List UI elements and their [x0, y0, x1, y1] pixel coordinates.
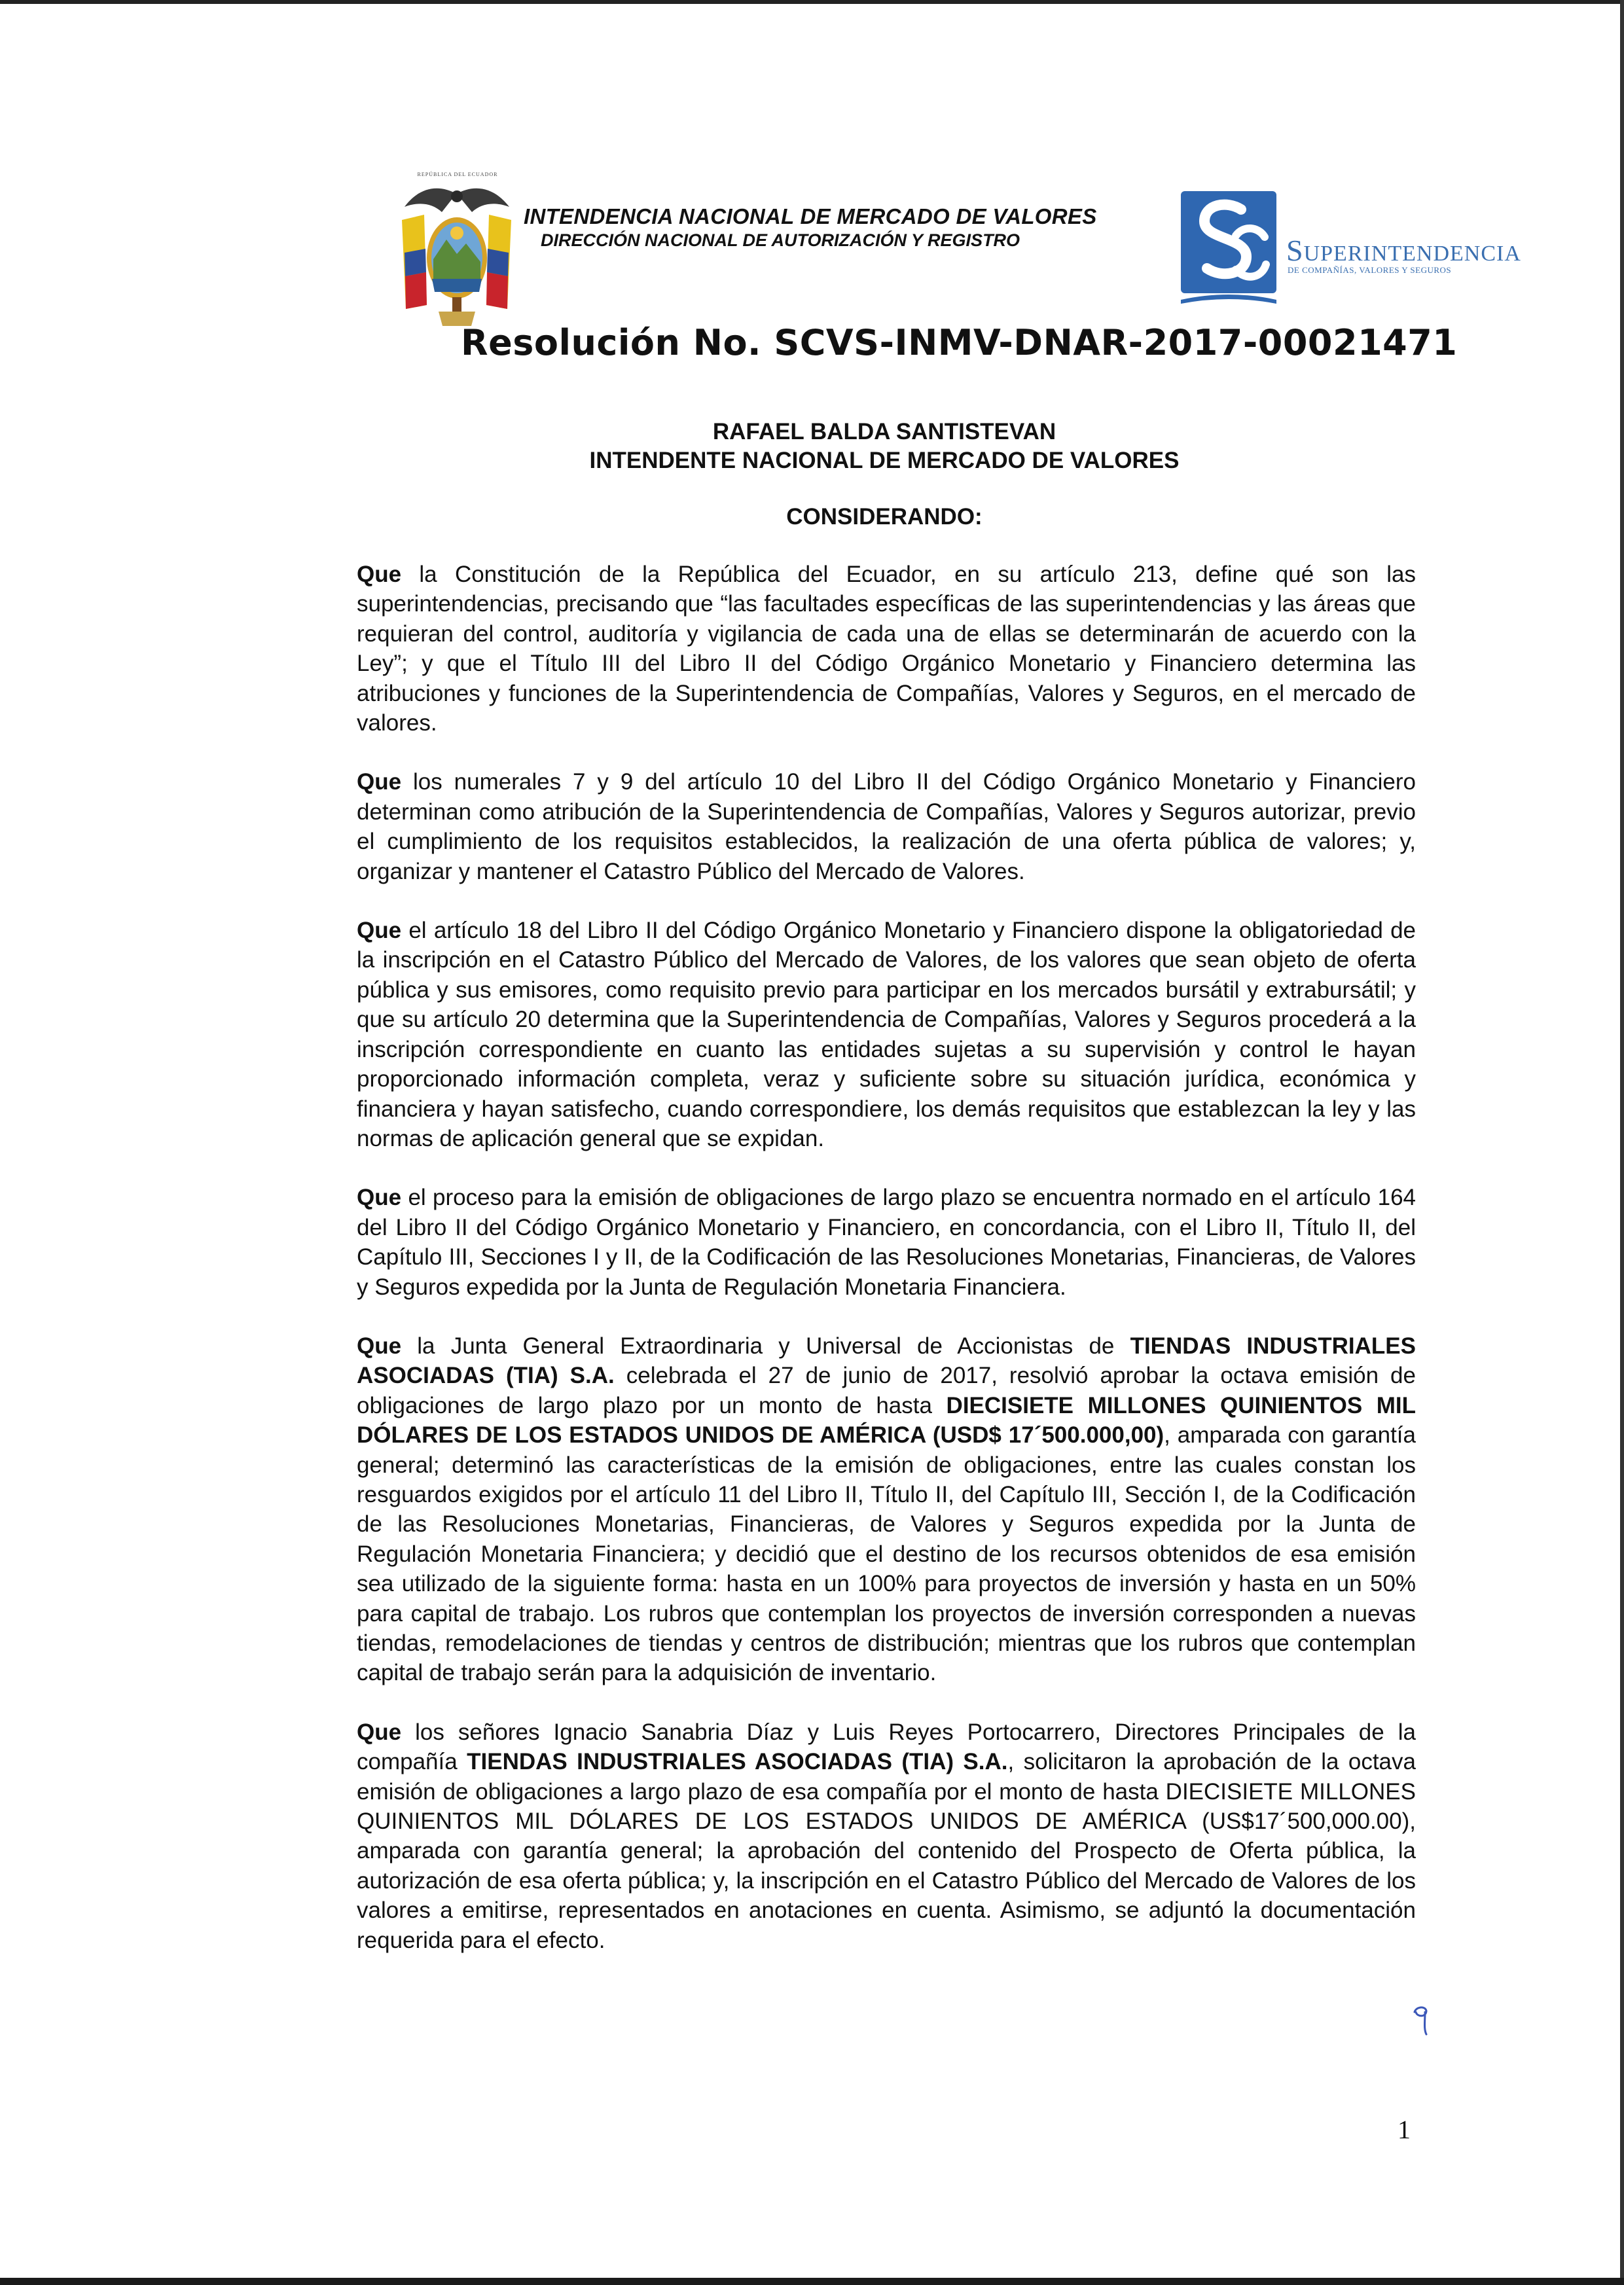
- bold-text: Que: [357, 769, 402, 795]
- scan-edge-top: [0, 0, 1624, 4]
- bold-text: Que: [357, 1185, 402, 1211]
- signatory-name: RAFAEL BALDA SANTISTEVAN: [712, 419, 1056, 444]
- considerando-paragraphs: [357, 560, 1416, 1985]
- paragraph: [357, 1331, 1416, 1688]
- scan-edge-bottom: [0, 2278, 1624, 2285]
- bold-text: Que: [357, 562, 402, 587]
- bold-text: TIENDAS INDUSTRIALES ASOCIADAS (TIA) S.A.: [357, 1333, 1416, 1389]
- logo-name-rest: UPERINTENDENCIA: [1303, 242, 1521, 266]
- text-run: , amparada con garantía general; determinó las características de la emisión de obligaciones, entre las cuales constan los resguardos exigidos por el artículo 11 del Libro II, Título II, del Capítulo III, Sección I, de la Codificación de las Resoluciones Monetarias, Financieras, de Valores y Seguros expedida por la Junta de Regulación Monetaria Financiera; y decidió que el destino de los recursos obtenidos de esa emisión sea utilizado de la siguiente forma: hasta en un 100% para proyectos de inversión y hasta en un 50% para capital de trabajo. Los rubros que contemplan los proyectos de inversión corresponden a nuevas tiendas, remodelaciones de tiendas y centros de distribución; mientras que los rubros que contemplan capital de trabajo serán para la adquisición de inventario.: [357, 1422, 1416, 1686]
- paragraph: [357, 1183, 1416, 1302]
- section-heading: CONSIDERANDO:: [786, 504, 983, 530]
- bold-text: Que: [357, 918, 402, 944]
- paragraph: [357, 767, 1416, 886]
- crest-caption: REPÚBLICA DEL ECUADOR: [417, 171, 498, 177]
- text-run: el proceso para la emisión de obligaciones de largo plazo se encuentra normado en el artículo 164 del Libro II del Código Orgánico Monetario y Financiero, en concordancia, con el Libro II, Título II, del Capítulo III, Secciones I y II, de la Codificación de las Resoluciones Monetarias, Financieras, de Valores y Seguros expedida por la Junta de Regulación Monetaria Financiera.: [357, 1185, 1416, 1300]
- sc-logo-icon: [1181, 191, 1276, 308]
- text-run: celebrada el 27 de junio de 2017, resolvió aprobar la octava emisión de obligaciones de largo plazo por un monto de hasta: [357, 1363, 1416, 1418]
- bold-text: Que: [357, 1333, 402, 1359]
- header-subtitle: DIRECCIÓN NACIONAL DE AUTORIZACIÓN Y REGISTRO: [541, 230, 1020, 250]
- text-run: , solicitaron la aprobación de la octava emisión de obligaciones a largo plazo de esa compañía por el monto de hasta DIECISIETE MILLONES QUINIENTOS MIL DÓLARES DE LOS ESTADOS UNIDOS DE AMÉRICA (US$17´500,000.00), amparada con garantía general; la aprobación del contenido del Prospecto de Oferta pública, la autorización de esa oferta pública; y, la inscripción en el Catastro Público del Mercado de Valores de los valores a emitirse, representados en anotaciones en cuenta. Asimismo, se adjuntó la documentación requerida para el efecto.: [357, 1749, 1416, 1953]
- ecuador-crest-icon: [393, 171, 520, 329]
- scan-edge-right: [1620, 0, 1624, 2285]
- bold-text: DIECISIETE MILLONES QUINIENTOS MIL DÓLARES DE LOS ESTADOS UNIDOS DE AMÉRICA (USD$ 17´500.000,00): [357, 1392, 1416, 1448]
- text-run: el artículo 18 del Libro II del Código Orgánico Monetario y Financiero dispone la obligatoriedad de la inscripción en el Catastro Público del Mercado de Valores, de los valores que sean objeto de oferta pública y sus emisores, como requisito previo para participar en los mercados bursátil y extrabursátil; y que su artículo 20 determina que la Superintendencia de Compañías, Valores y Seguros procederá a la inscripción correspondiente en cuanto las entidades sujetas a su supervisión y control le hayan proporcionado información completa, veraz y suficiente sobre su situación jurídica, económica y financiera y hayan satisfecho, cuando correspondiere, los demás requisitos que establezcan la ley y las normas de aplicación general que se expidan.: [357, 918, 1416, 1151]
- text-run: los numerales 7 y 9 del artículo 10 del Libro II del Código Orgánico Monetario y Financiero determinan como atribución de la Superintendencia de Compañías, Valores y Seguros autorizar, previo el cumplimiento de los requisitos establecidos, la realización de una oferta pública de valores; y, organizar y mantener el Catastro Público del Mercado de Valores.: [357, 769, 1416, 884]
- text-run: la Junta General Extraordinaria y Universal de Accionistas de: [401, 1333, 1130, 1359]
- paragraph: [357, 1718, 1416, 1955]
- page-number: 1: [1398, 2115, 1411, 2144]
- bold-text: TIENDAS INDUSTRIALES ASOCIADAS (TIA) S.A.: [467, 1749, 1008, 1775]
- text-run: la Constitución de la República del Ecuador, en su artículo 213, define qué son las superintendencias, precisando que “las facultades específicas de las superintendencias y las áreas que requieran del control, auditoría y vigilancia de cada una de ellas se determinarán de acuerdo con la Ley”; y que el Título III del Libro II del Código Orgánico Monetario y Financiero determina las atribuciones y funciones de la Superintendencia de Compañías, Valores y Seguros, en el mercado de valores.: [357, 562, 1416, 736]
- text-run: los señores Ignacio Sanabria Díaz y Luis Reyes Portocarrero, Directores Principales de la compañía: [357, 1719, 1416, 1775]
- logo-wordmark: [1286, 233, 1521, 268]
- handwritten-mark-icon: [1411, 2003, 1430, 2036]
- logo-tagline: DE COMPAÑÍAS, VALORES Y SEGUROS: [1288, 265, 1452, 275]
- bold-text: Que: [357, 1719, 402, 1745]
- resolution-number: Resolución No. SCVS-INMV-DNAR-2017-00021471: [461, 322, 1458, 363]
- signatory-position: INTENDENTE NACIONAL DE MERCADO DE VALORES: [589, 448, 1180, 473]
- header-title: INTENDENCIA NACIONAL DE MERCADO DE VALORES: [524, 204, 1097, 228]
- logo-initial: S: [1286, 234, 1304, 267]
- paragraph: [357, 916, 1416, 1153]
- paragraph: [357, 560, 1416, 738]
